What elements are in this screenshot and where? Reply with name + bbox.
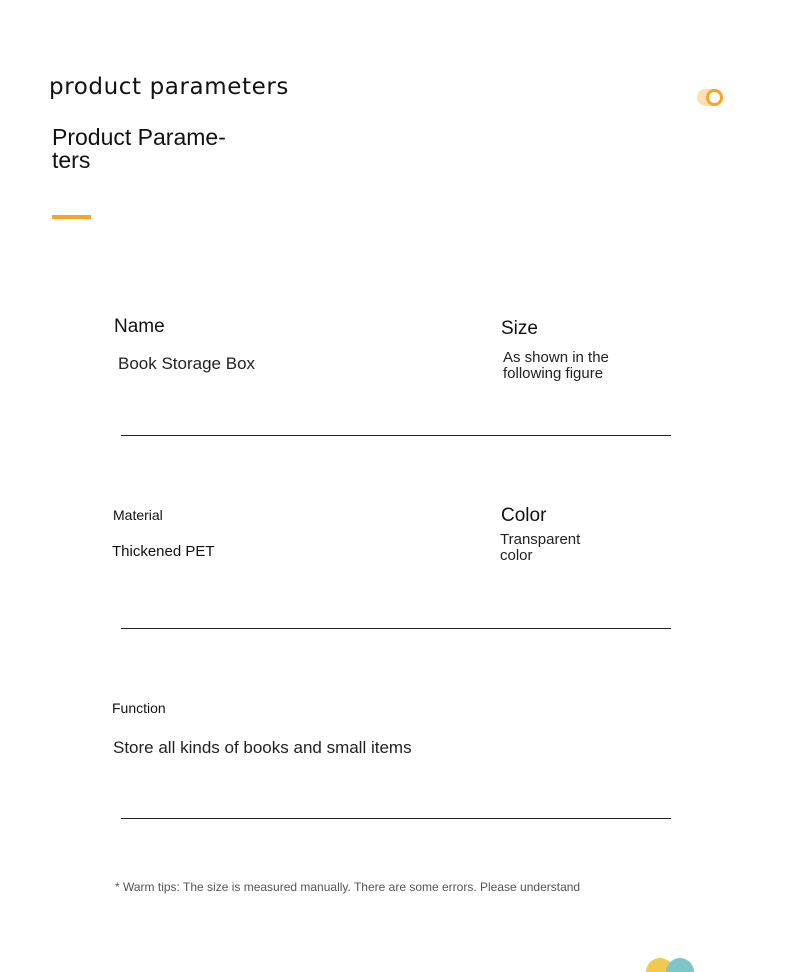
function-label: Function <box>112 700 166 716</box>
section-heading: product parameters <box>49 74 289 100</box>
warm-tips: * Warm tips: The size is measured manually. There are some errors. Please understand <box>115 880 581 894</box>
size-label: Size <box>501 318 538 339</box>
color-value: Transparent color <box>500 531 581 564</box>
decorative-dots <box>640 958 700 965</box>
toggle-icon <box>697 89 725 106</box>
function-value: Store all kinds of books and small items <box>113 738 412 757</box>
material-value: Thickened PET <box>112 543 215 560</box>
name-label: Name <box>114 316 165 337</box>
page-title: Product Parame-ters <box>52 124 226 173</box>
toggle-knob <box>706 89 723 106</box>
divider <box>121 628 671 629</box>
dot-teal <box>666 958 694 972</box>
color-label: Color <box>501 505 547 526</box>
divider <box>121 818 671 819</box>
size-value: As shown in the following figure <box>503 349 609 382</box>
accent-bar <box>52 215 91 219</box>
divider <box>121 435 671 436</box>
name-value: Book Storage Box <box>118 354 256 373</box>
material-label: Material <box>113 507 163 523</box>
